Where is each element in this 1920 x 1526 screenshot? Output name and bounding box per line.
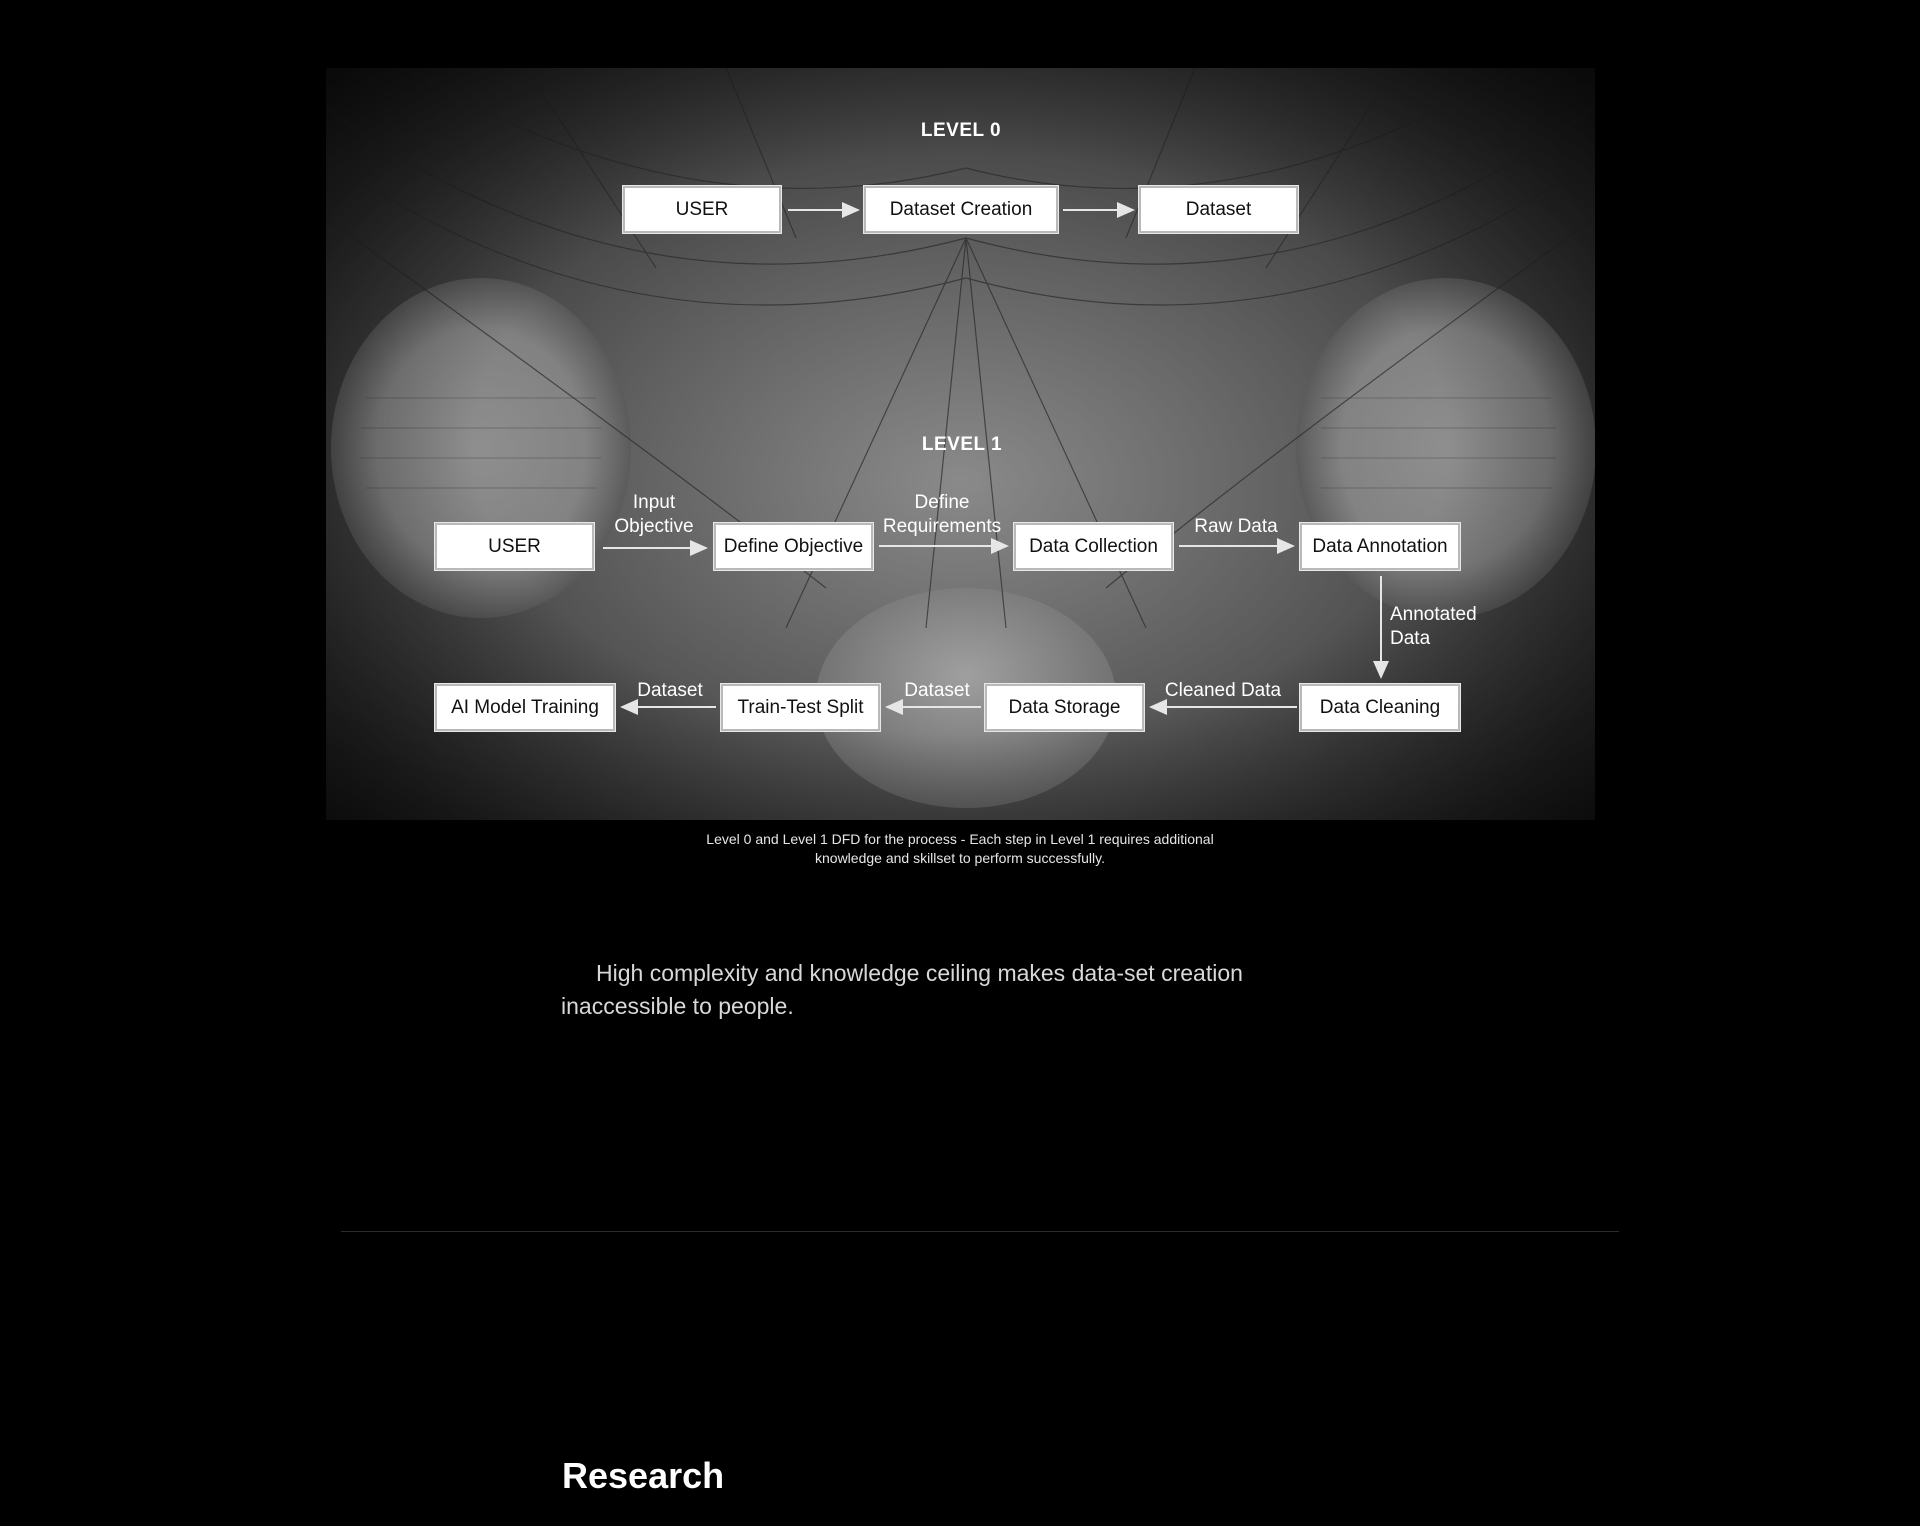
level0-user-box: USER bbox=[623, 186, 781, 233]
flow-arrows bbox=[326, 68, 1595, 820]
body-paragraph: High complexity and knowledge ceiling makes data-set creation inaccessible to people. bbox=[561, 960, 1243, 1019]
ai-model-training-box: AI Model Training bbox=[435, 684, 615, 731]
input-objective-label-line1: Input bbox=[632, 492, 676, 513]
dataset-label-split: Dataset bbox=[637, 680, 703, 701]
data-cleaning-box: Data Cleaning bbox=[1300, 684, 1460, 731]
dataset-label-storage: Dataset bbox=[904, 680, 970, 701]
data-collection-box: Data Collection bbox=[1014, 523, 1173, 570]
dfd-figure bbox=[326, 68, 1595, 820]
section-divider bbox=[341, 1231, 1619, 1232]
define-objective-box: Define Objective bbox=[714, 523, 873, 570]
train-test-split-box: Train-Test Split bbox=[721, 684, 880, 731]
cleaned-data-label: Cleaned Data bbox=[1164, 680, 1282, 701]
data-annotation-box: Data Annotation bbox=[1300, 523, 1460, 570]
level0-dataset-box: Dataset bbox=[1139, 186, 1298, 233]
annotated-data-label-line2: Data bbox=[1390, 628, 1431, 649]
level0-dataset-creation-box: Dataset Creation bbox=[864, 186, 1058, 233]
level1-user-box: USER bbox=[435, 523, 594, 570]
define-requirements-label-line2: Requirements bbox=[882, 516, 1002, 537]
define-requirements-label-line1: Define bbox=[914, 492, 970, 513]
raw-data-label: Raw Data bbox=[1194, 516, 1278, 537]
research-heading: Research bbox=[562, 1455, 725, 1496]
figure-caption-line2: knowledge and skillset to perform successfully. bbox=[815, 850, 1105, 866]
level0-title: LEVEL 0 bbox=[920, 120, 1002, 141]
figure-caption bbox=[660, 830, 1260, 868]
data-storage-box: Data Storage bbox=[985, 684, 1144, 731]
figure-caption-line1: Level 0 and Level 1 DFD for the process - Each step in Level 1 requires additional bbox=[706, 831, 1214, 847]
level1-title: LEVEL 1 bbox=[921, 434, 1003, 455]
annotated-data-label-line1: Annotated bbox=[1390, 604, 1477, 625]
input-objective-label-line2: Objective bbox=[614, 516, 694, 537]
